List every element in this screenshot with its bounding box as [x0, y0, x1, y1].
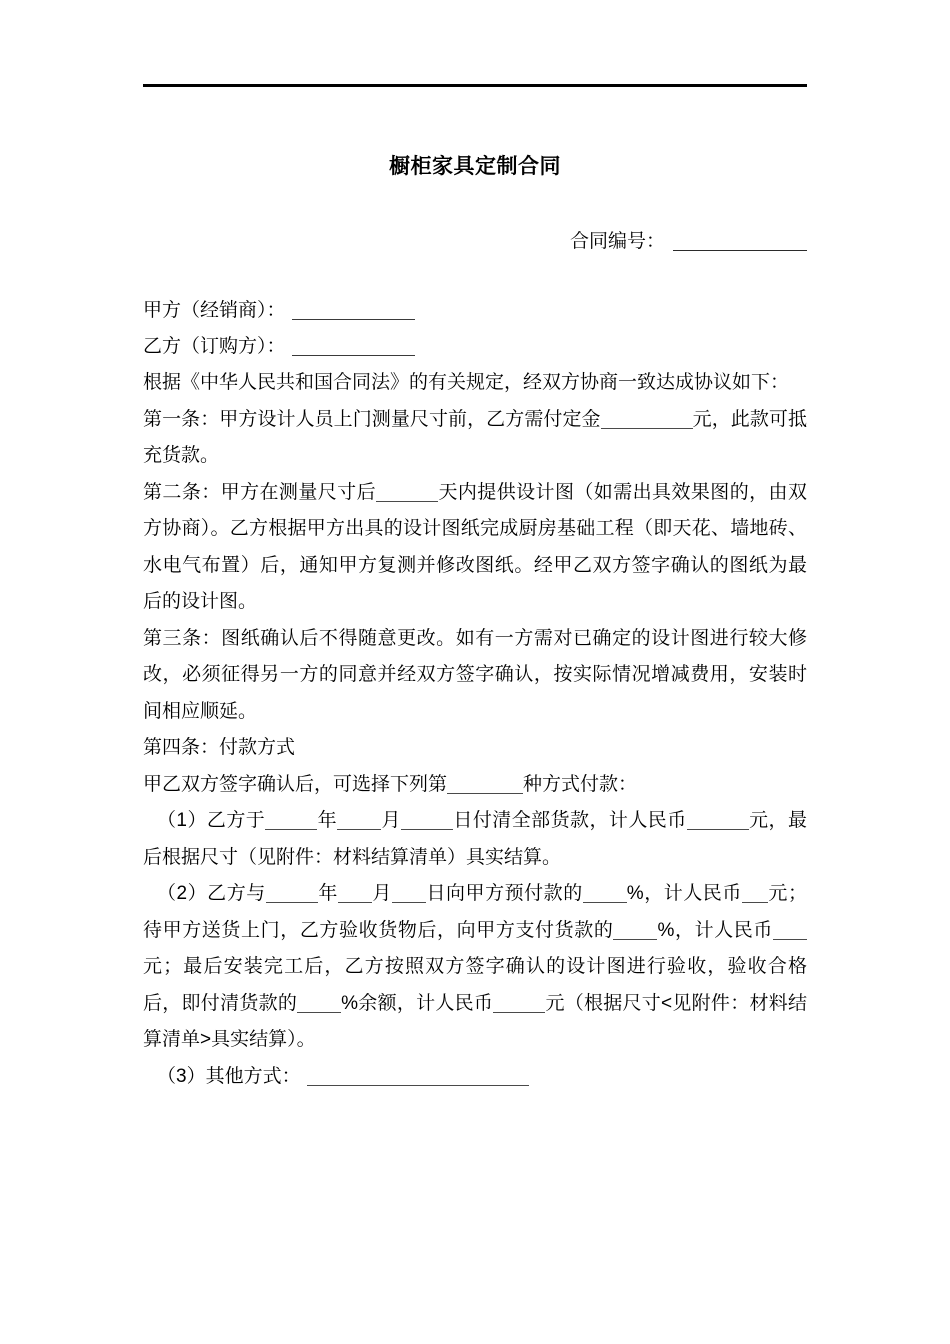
- option-2-delivery-amount-blank[interactable]: [773, 939, 807, 940]
- option-2-balance-percent-blank[interactable]: [297, 1012, 341, 1013]
- option-2-part-3: %，计人民币: [626, 883, 742, 904]
- party-b-blank[interactable]: [292, 355, 415, 356]
- option-2-part-7: %余额，计人民币: [341, 992, 494, 1014]
- header-divider-rule: [143, 84, 807, 87]
- option-2-day-blank[interactable]: [392, 902, 426, 903]
- payment-option-2: [143, 876, 807, 1059]
- option-2-balance-amount-blank[interactable]: [493, 1012, 545, 1013]
- article-4-lead-paragraph: [143, 767, 807, 804]
- option-2-month-blank[interactable]: [338, 902, 372, 903]
- option-2-prepay-amount-blank[interactable]: [742, 902, 768, 903]
- option-1-year-blank[interactable]: [265, 829, 317, 830]
- party-a-blank[interactable]: [292, 319, 415, 320]
- option-1-month-label: 月: [381, 810, 401, 831]
- article-2-paragraph: [143, 475, 807, 621]
- contract-number-line: [143, 227, 807, 257]
- article-2-text-part-2: 天内提供设计图（如需出具效果图的，由双方协商）。乙方根据甲方出具的设计图纸完成厨房基础工程（即天花、墙地砖、水电气布置）后，通知甲方复测并修改图纸。经甲乙双方签字确认的图纸为最后的设计图。: [143, 481, 807, 612]
- option-2-month-label: 月: [371, 883, 392, 904]
- article-4-method-blank[interactable]: [447, 793, 523, 794]
- option-1-month-blank[interactable]: [337, 829, 381, 830]
- option-3-label: （3）其他方式：: [157, 1065, 301, 1087]
- article-4-lead-part-2: 种方式付款：: [523, 773, 638, 795]
- option-2-part-1: （2）乙方与: [157, 883, 266, 904]
- article-1-text-part-2: 元，此款可抵充货款。: [143, 408, 807, 466]
- option-2-part-6: 元；最后安装完工后，乙方按照双方签字确认的设计图进行验收，验收合格后，即付清货款的: [143, 956, 807, 1014]
- article-2-days-blank[interactable]: [376, 501, 438, 502]
- payment-option-1: [143, 803, 807, 876]
- option-2-part-5: %，计人民币: [657, 919, 773, 941]
- option-1-part-1: （1）乙方于: [157, 810, 266, 831]
- option-2-delivery-percent-blank[interactable]: [613, 939, 657, 940]
- option-2-part-2: 日向甲方预付款的: [425, 883, 583, 904]
- party-a-label: 甲方（经销商）：: [143, 300, 286, 321]
- preamble-paragraph: 根据《中华人民共和国合同法》的有关规定，经双方协商一致达成协议如下：: [143, 372, 790, 393]
- option-1-year-label: 年: [317, 810, 338, 831]
- party-a-line: [143, 293, 807, 329]
- article-3-paragraph: 第三条：图纸确认后不得随意更改。如有一方需对已确定的设计图进行较大修改，必须征得另一方的同意并经双方签字确认，按实际情况增减费用，安装时间相应顺延。: [143, 627, 807, 722]
- article-4-heading: 第四条：付款方式: [143, 737, 296, 758]
- option-2-prepay-percent-blank[interactable]: [583, 902, 627, 903]
- article-1-paragraph: [143, 402, 807, 475]
- payment-option-3: [143, 1059, 807, 1096]
- parties-block: [143, 293, 807, 365]
- option-1-part-2: 日付清全部货款，计人民币: [452, 810, 687, 831]
- page-title: 橱柜家具定制合同: [389, 155, 561, 178]
- contract-number-label: 合同编号：: [569, 231, 665, 252]
- document-body: [143, 0, 807, 1095]
- article-1-deposit-blank[interactable]: [601, 428, 693, 429]
- article-2-text-part-1: 第二条：甲方在测量尺寸后: [143, 481, 377, 503]
- article-4-lead-part-1: 甲乙双方签字确认后，可选择下列第: [143, 773, 448, 795]
- option-1-part-3: 元，最后根据尺寸（见附件：材料结算清单）具实结算。: [143, 810, 807, 868]
- article-1-text-part-1: 第一条：甲方设计人员上门测量尺寸前，乙方需付定金: [143, 408, 601, 430]
- option-3-blank[interactable]: [307, 1085, 529, 1086]
- option-2-part-4: 元；待甲方送货上门，乙方验收货物后，向甲方支付货款的: [143, 883, 807, 941]
- party-b-label: 乙方（订购方）：: [143, 336, 286, 357]
- contract-number-blank[interactable]: [673, 250, 807, 251]
- option-2-year-blank[interactable]: [266, 902, 318, 903]
- option-1-amount-blank[interactable]: [687, 829, 749, 830]
- party-b-line: [143, 329, 807, 365]
- option-1-day-blank[interactable]: [401, 829, 453, 830]
- option-2-part-8: 元（根据尺寸<见附件：材料结算清单>具实结算）。: [143, 992, 807, 1050]
- option-2-year-label: 年: [317, 883, 338, 904]
